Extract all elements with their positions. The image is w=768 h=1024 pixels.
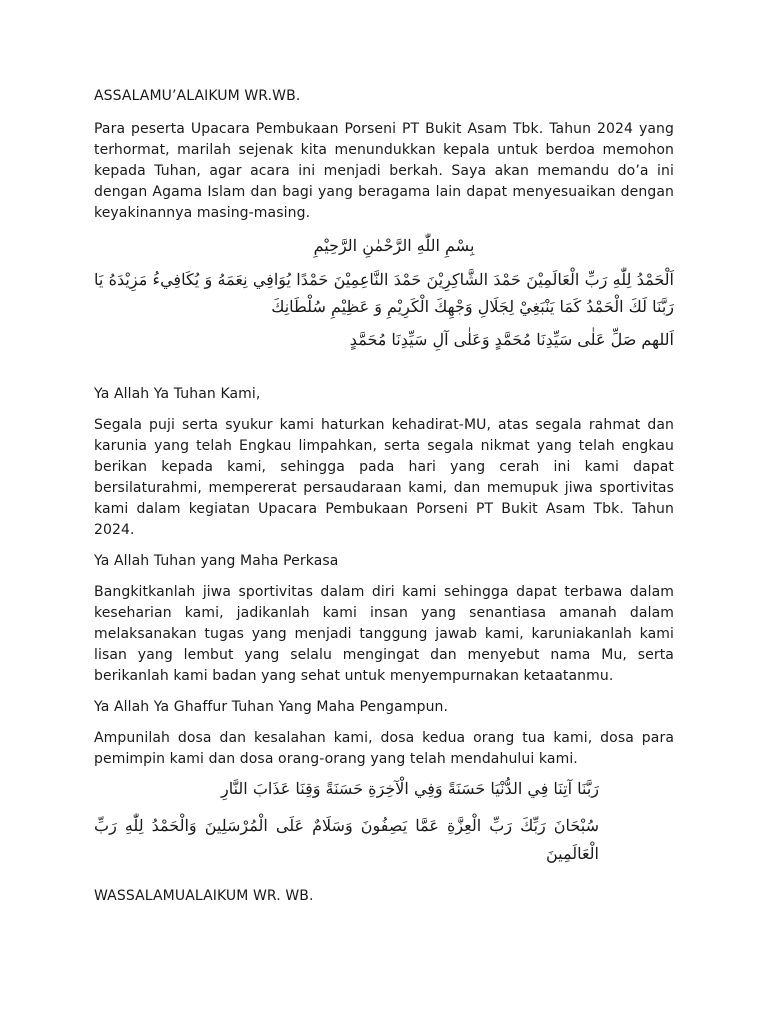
section-2-heading: Ya Allah Tuhan yang Maha Perkasa [94,553,339,569]
intro-paragraph: Para peserta Upacara Pembukaan Porseni PT Bukit Asam Tbk. Tahun 2024 yang terhormat, marilah sejenak kita menundukkan kepala untuk berdoa memohon kepada Tuhan, agar acara ini menjadi berkah. Saya akan memandu do’a ini dengan Agama Islam dan bagi yang beragama lain dapat menyesuaikan dengan keyakinannya masing-masing. [94,121,674,221]
closing-greeting: WASSALAMUALAIKUM WR. WB. [94,888,314,904]
section-1-body: Segala puji serta syukur kami haturkan kehadirat-MU, atas segala rahmat dan karunia yang telah Engkau limpahkan, serta segala nikmat yang telah engkau berikan kepada kami, sehingga pada hari yang cerah ini kami dapat bersilaturahmi, mempererat persaudaraan kami, dan memupuk jiwa sportivitas kami dalam kegiatan Upacara Pembukaan Porseni PT Bukit Asam Tbk. Tahun 2024. [94,417,674,538]
basmalah-text: بِسْمِ اللّٰهِ الرَّحْمٰنِ الرَّحِيْمِ [313,236,475,255]
section-3-heading: Ya Allah Ya Ghaffur Tuhan Yang Maha Pengampun. [94,699,449,715]
section-1-heading: Ya Allah Ya Tuhan Kami, [94,386,261,402]
document-page [94,86,674,917]
opening-greeting: ASSALAMU’ALAIKUM WR.WB. [94,88,301,104]
hamd-text: اَلْحَمْدُ لِلّٰهِ رَبِّ الْعَالَمِيْنَ حَمْدَ الشَّاكِرِيْنَ حَمْدَ النَّاعِمِيْنَ حَمْدًا يُوَافِي نِعَمَهُ وَ يُكَافِيءُ مَزِيْدَهُ يَا رَبَّنَا لَكَ الْحَمْدُ كَمَا يَنْبَغِيْ لِجَلَالِ وَجْهِكَ الْكَرِيْمِ وَ عَظِيْمِ سُلْطَانِكَ [94,270,674,316]
section-3-body: Ampunilah dosa dan kesalahan kami, dosa kedua orang tua kami, dosa para pemimpin kami dan dosa orang-orang yang telah mendahului kami. [94,730,674,767]
rabbana-text: رَبَّنَا آتِنَا فِي الدُّنْيَا حَسَنَةً وَفِي الْآخِرَةِ حَسَنَةً وَقِنَا عَذَابَ النَّارِ [220,779,599,798]
closing-dua-block [94,776,599,868]
section-2-body: Bangkitkanlah jiwa sportivitas dalam diri kami sehingga dapat terbawa dalam keseharian kami, jadikanlah kami insan yang senantiasa amanah dalam melaksanakan tugas yang menjadi tanggung jawab kami, karuniakanlah kami lisan yang lembut yang selalu mengingat dan menyebut nama Mu, serta berikanlah kami badan yang sehat untuk menyempurnakan ketaatanmu. [94,584,674,684]
subhana-text: سُبْحَانَ رَبِّكَ رَبِّ الْعِزَّةِ عَمَّا يَصِفُونَ وَسَلَامٌ عَلَى الْمُرْسَلِينَ وَالْحَمْدُ لِلّٰهِ رَبِّ الْعَالَمِينَ [94,816,599,863]
salawat-text: اَللهم صَلِّ عَلٰى سَيِّدِنَا مُحَمَّدٍ وَعَلٰى آلِ سَيِّدِنَا مُحَمَّدٍ [349,330,674,349]
